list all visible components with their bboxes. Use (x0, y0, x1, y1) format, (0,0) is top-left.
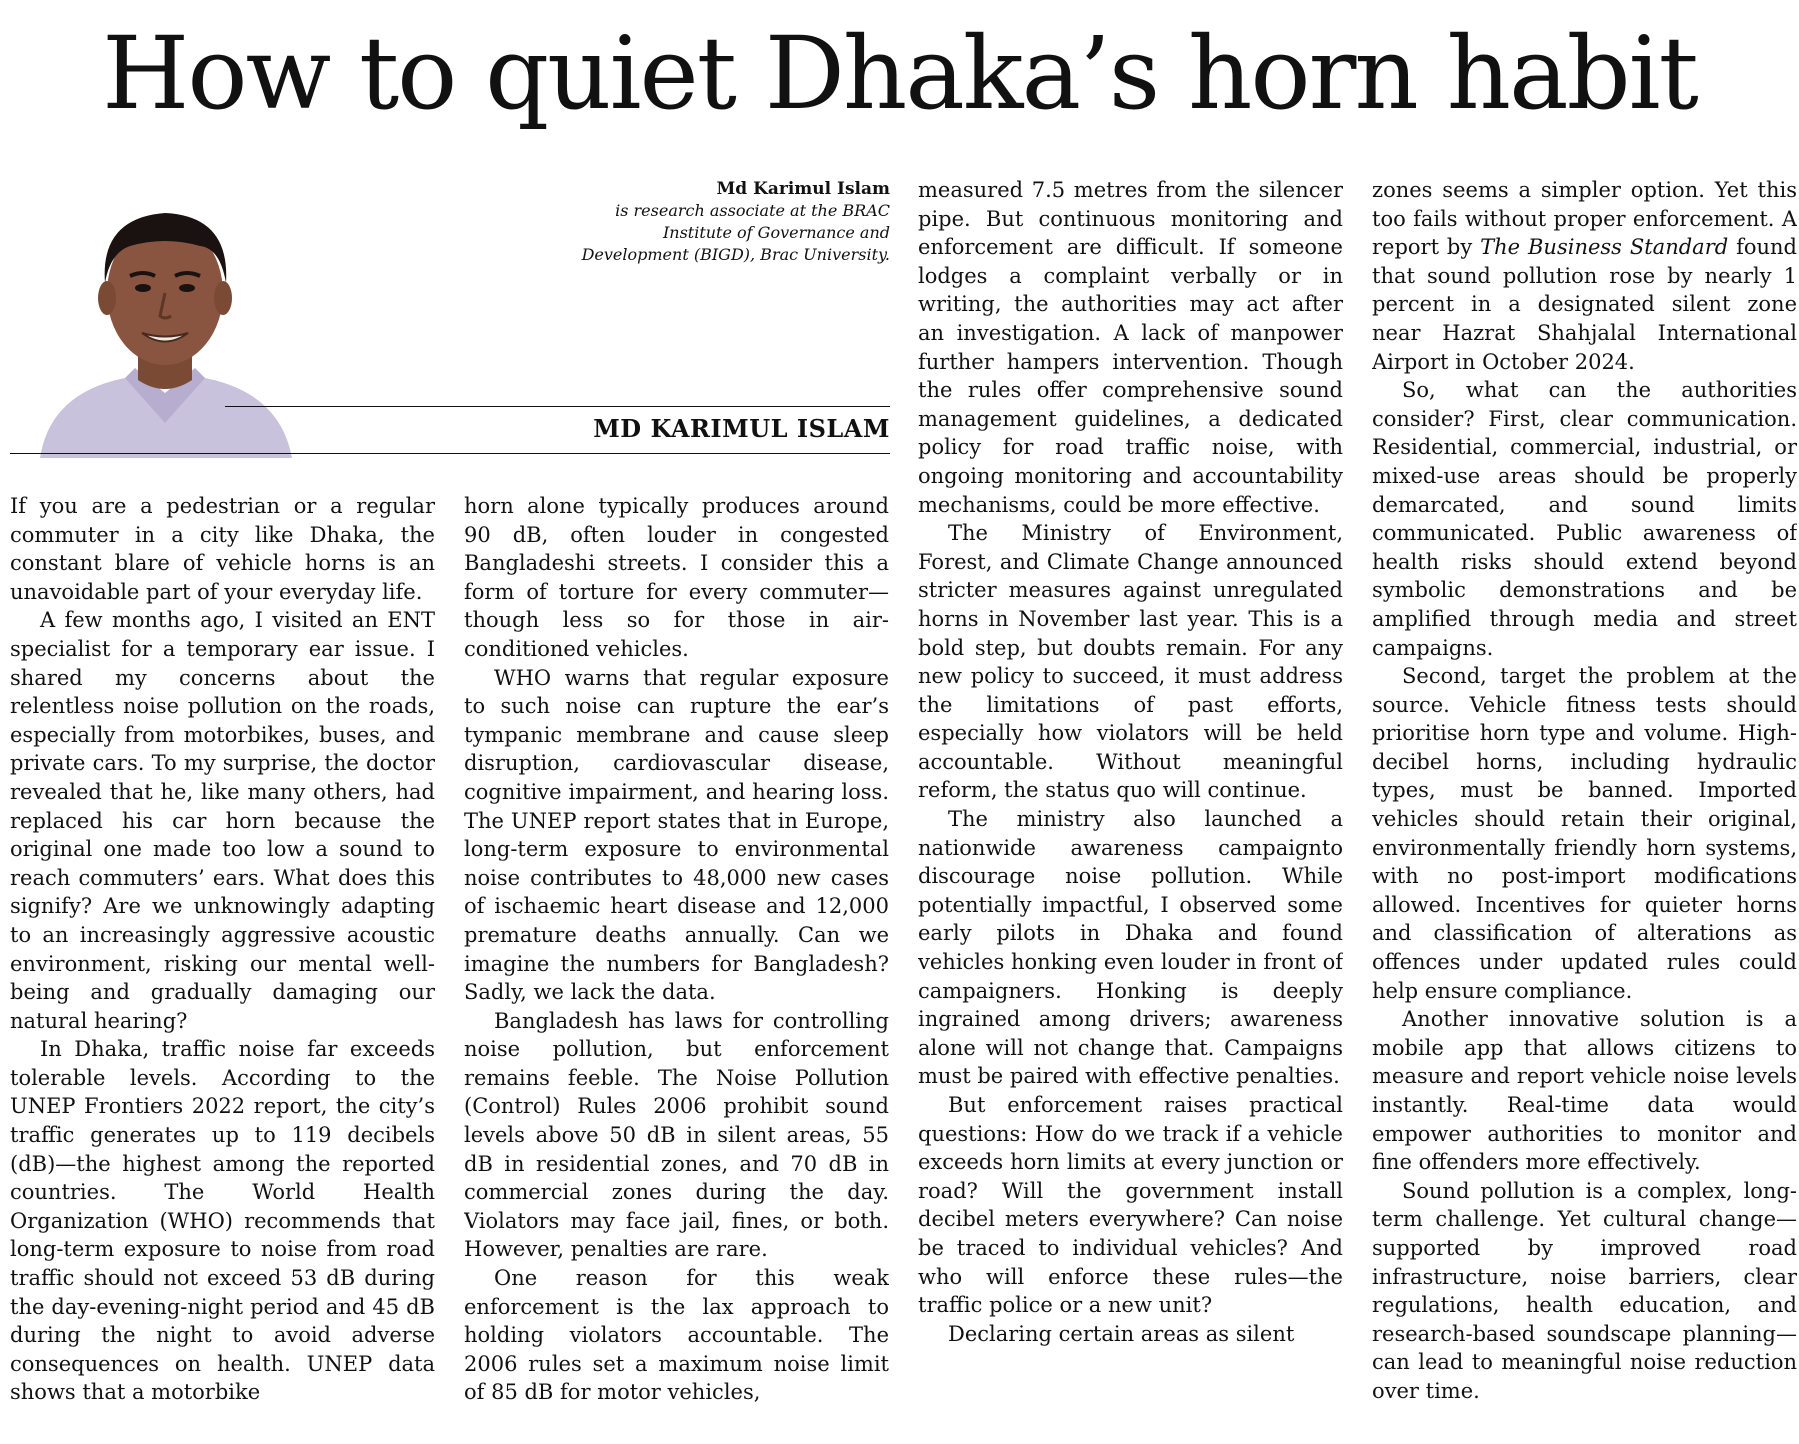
paragraph: Bangladesh has laws for controlling noise pollution, but enforcement remains feeble. The Noise Pollution (Control) Rules 2006 prohibit sound levels above 50 dB in silent areas, 55 dB in residential zones, and 70 dB in commercial zones during the day. Violators may face jail, fines, or both. However, penalties are rare. (464, 1008, 889, 1262)
author-info (470, 178, 890, 266)
paragraph: WHO warns that regular exposure to such noise can rupture the ear’s tympanic membrane and cause sleep disruption, cardiovascular disease, cognitive impairment, and hearing loss. The UNEP report states that in Europe, long-term exposure to environmental noise contributes to 48,000 new cases of ischaemic heart disease and 12,000 premature deaths annually. Can we imagine the numbers for Bangladesh? Sadly, we lack the data. (464, 665, 889, 1005)
paragraph: A few months ago, I visited an ENT specialist for a temporary ear issue. I shared my concerns about the relentless noise pollution on the roads, especially from motorbikes, buses, and private cars. To my surprise, the doctor revealed that he, like many others, had replaced his car horn because the original one made too low a sound to reach commuters’ ears. What does this signify? Are we unknowingly adapting to an increasingly aggressive acoustic environment, risking our mental well-being and gradually damaging our natural hearing? (10, 608, 435, 1033)
paragraph: If you are a pedestrian or a regular commuter in a city like Dhaka, the constant blare of vehicle horns is an unavoidable part of your everyday life. (10, 494, 435, 604)
article-column-1 (10, 492, 435, 1438)
text-run: zones seems a simpler option. Yet this too fails without proper enforcement. A report by (1372, 178, 1797, 260)
paragraph: Declaring certain areas as silent (948, 1321, 1295, 1346)
article-column-4 (1372, 176, 1797, 1438)
paragraph: The Ministry of Environment, Forest, and Climate Change announced stricter measures against unregulated horns in November last year. This is a bold step, but doubts remain. For any new policy to succeed, it must address the limitations of past efforts, especially how violators will be held accountable. Without meaningful reform, the status quo will continue. (918, 521, 1343, 803)
paragraph: But enforcement raises practical questions: How do we track if a vehicle exceeds horn limits at every junction or road? Will the government install decibel meters everywhere? Can noise be traced to individual vehicles? And who will enforce these rules—the traffic police or a new unit? (918, 1093, 1343, 1318)
paragraph: In Dhaka, traffic noise far exceeds tolerable levels. According to the UNEP Frontiers 2022 report, the city’s traffic generates up to 119 decibels (dB)—the highest among the reported countries. The World Health Organization (WHO) recommends that long-term exposure to noise from road traffic should not exceed 53 dB during the day-evening-night period and 45 dB during the night to avoid adverse consequences on health. UNEP data shows that a motorbike (10, 1037, 435, 1405)
article-column-2 (464, 492, 889, 1438)
paragraph: So, what can the authorities consider? First, clear communication. Residential, commercial, industrial, or mixed-use areas should be properly demarcated, and sound limits communicated. Public awareness of health risks should extend beyond symbolic demonstrations and be amplified through media and street campaigns. (1372, 378, 1797, 660)
paragraph: The ministry also launched a nationwide awareness campaignto discourage noise pollution. While potentially impactful, I observed some early pilots in Dhaka and found vehicles honking even louder in front of campaigners. Honking is deeply ingrained among drivers; awareness alone will not change that. Campaigns must be paired with effective penalties. (918, 807, 1343, 1089)
paragraph: horn alone typically produces around 90 dB, often louder in congested Bangladeshi streets. I consider this a form of torture for every commuter—though less so for those in air-conditioned vehicles. (464, 494, 889, 661)
paragraph: measured 7.5 metres from the silencer pipe. But continuous monitoring and enforcement are difficult. If someone lodges a complaint verbally or in writing, the authorities may act after an investigation. A lack of manpower further hampers intervention. Though the rules offer comprehensive sound management guidelines, a dedicated policy for road traffic noise, with ongoing monitoring and accountability mechanisms, could be more effective. (918, 178, 1343, 517)
author-name: Md Karimul Islam (716, 179, 890, 199)
byline-name: MD KARIMUL ISLAM (593, 414, 890, 443)
paragraph: One reason for this weak enforcement is the lax approach to holding violators accountable. The 2006 rules set a maximum noise limit of 85 dB for motor vehicles, (464, 1266, 889, 1405)
author-bio-line: is research associate at the BRAC (615, 201, 890, 220)
paragraph (1372, 176, 1797, 376)
text-run: found that sound pollution rose by nearly 1 percent in a designated silent zone near Hazrat Shahjalal International Airport in October 2024. (1372, 235, 1797, 374)
byline-divider (10, 453, 890, 454)
byline-rule (225, 406, 890, 407)
byline-block (10, 178, 890, 456)
article-column-3 (918, 176, 1343, 1438)
paragraph: Another innovative solution is a mobile app that allows citizens to measure and report vehicle noise levels instantly. Real-time data would empower authorities to monitor and fine offenders more effectively. (1372, 1007, 1797, 1175)
paragraph: Sound pollution is a complex, long-term challenge. Yet cultural change—supported by improved road infrastructure, noise barriers, clear regulations, health education, and research-based soundscape planning—can lead to meaningful noise reduction over time. (1372, 1178, 1797, 1403)
author-photo (30, 188, 300, 458)
paragraph: Second, target the problem at the source. Vehicle fitness tests should prioritise horn type and volume. High-decibel horns, including hydraulic types, must be banned. Imported vehicles should retain their original, environmentally friendly horn systems, with no post-import modifications allowed. Incentives for quieter horns and classification of alterations as offences under updated rules could help ensure compliance. (1372, 664, 1797, 1003)
headline: How to quiet Dhaka’s horn habit (102, 15, 1697, 132)
author-bio-line: Institute of Governance and (662, 223, 890, 242)
author-bio-line: Development (BIGD), Brac University. (581, 245, 890, 264)
publication-name: The Business Standard (1480, 235, 1729, 260)
